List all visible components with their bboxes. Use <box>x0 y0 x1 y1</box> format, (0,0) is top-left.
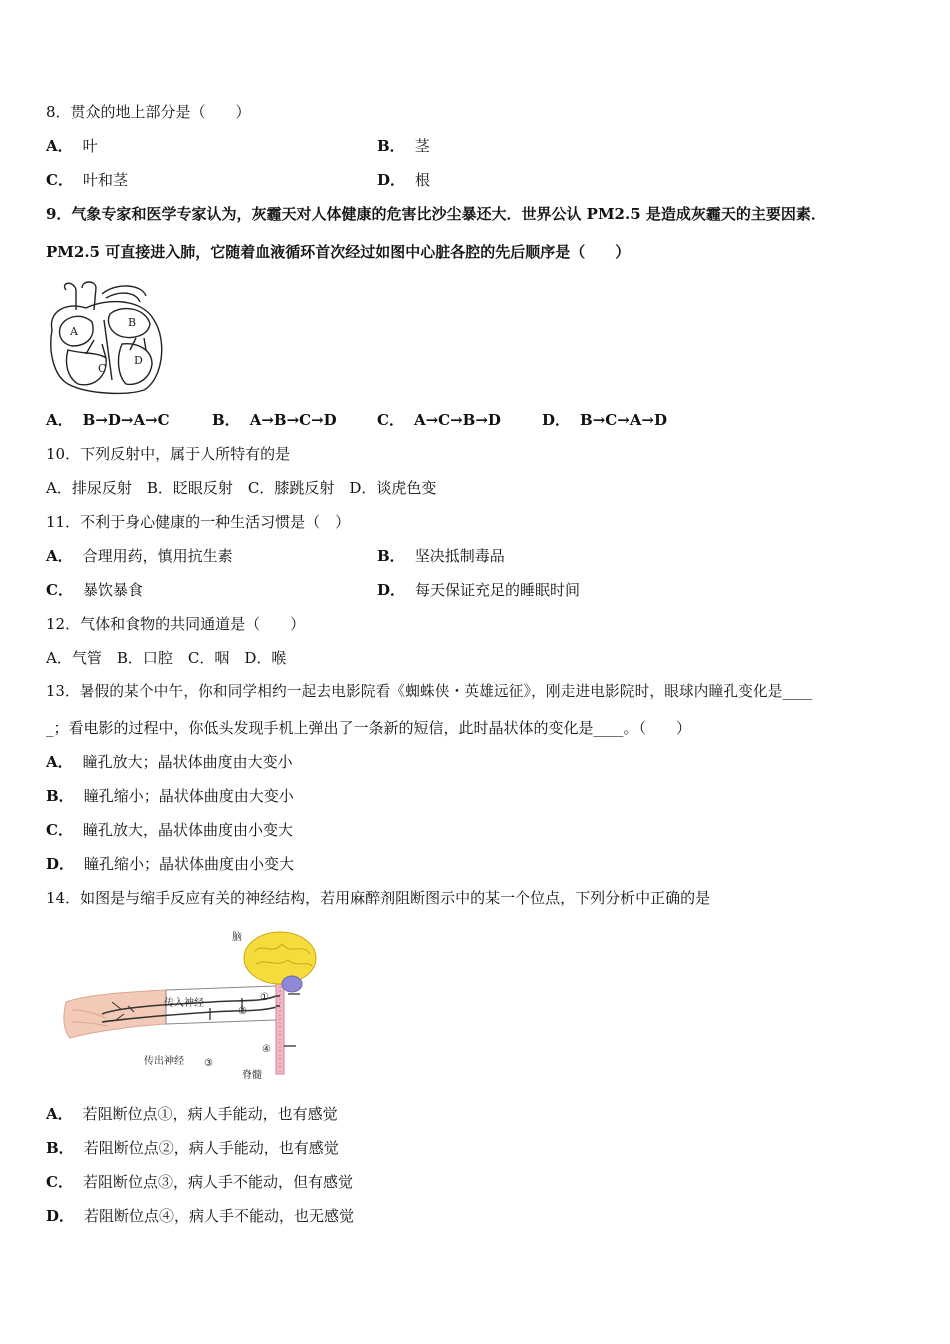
option-label: A． <box>46 411 73 429</box>
q14-option-b <box>46 1138 339 1158</box>
label-afferent: 传入神经 <box>164 998 204 1009</box>
q13-option-d <box>46 854 294 874</box>
q8-option-d <box>377 170 430 190</box>
option-text: 若阻断位点③，病人手不能动，但有感觉 <box>82 1173 353 1191</box>
option-text: A→C→B→D <box>413 411 501 429</box>
option-text: 瞳孔放大，晶状体曲度由小变大 <box>82 821 293 839</box>
option-label: A． <box>46 547 73 565</box>
option-text: 合理用药，慎用抗生素 <box>82 547 233 565</box>
q11-option-d <box>377 580 580 600</box>
option-label: B． <box>46 1139 74 1157</box>
option-text: 茎 <box>414 137 430 155</box>
option-text: B→C→A→D <box>580 411 667 429</box>
q13-stem-line2: _；看电影的过程中，你低头发现手机上弹出了一条新的短信，此时晶状体的变化是____。（ ） <box>46 719 692 737</box>
option-label: A． <box>46 753 73 771</box>
heart-diagram <box>46 280 172 396</box>
q10-options: A．排尿反射 B．眨眼反射 C．膝跳反射 D．谈虎色变 <box>46 479 437 497</box>
option-label: C． <box>46 171 73 189</box>
label-spinal: 脊髓 <box>242 1070 262 1081</box>
q8-option-a <box>46 136 98 156</box>
option-label: A． <box>46 1105 73 1123</box>
option-label: C． <box>46 581 73 599</box>
q10-stem: 10．下列反射中，属于人所特有的是 <box>46 445 291 463</box>
q11-option-a <box>46 546 233 566</box>
option-label: A． <box>46 137 73 155</box>
q9-stem-line1: 9．气象专家和医学专家认为，灰霾天对人体健康的危害比沙尘暴还大．世界公认 PM2.5 是造成灰霾天的主要因素． <box>46 205 826 223</box>
option-text: 坚决抵制毒品 <box>414 547 505 565</box>
option-label: D． <box>542 411 571 429</box>
option-text: 瞳孔缩小；晶状体曲度由小变大 <box>84 855 295 873</box>
q9-stem-line2: PM2.5 可直接进入肺，它随着血液循环首次经过如图中心脏各腔的先后顺序是（ ） <box>46 243 631 261</box>
label-brain: 脑 <box>232 932 242 943</box>
option-text: 瞳孔缩小；晶状体曲度由大变小 <box>83 787 294 805</box>
option-text: 瞳孔放大；晶状体曲度由大变小 <box>82 753 293 771</box>
q14-stem: 14．如图是与缩手反应有关的神经结构，若用麻醉剂阻断图示中的某一个位点，下列分析中正确的是 <box>46 889 711 907</box>
q13-option-a <box>46 752 293 772</box>
q11-stem: 11．不利于身心健康的一种生活习惯是（ ） <box>46 513 351 531</box>
option-text: 叶 <box>82 137 98 155</box>
option-label: C． <box>46 1173 73 1191</box>
option-label: D． <box>377 171 406 189</box>
option-text: 根 <box>415 171 431 189</box>
q8-stem: 8．贯众的地上部分是（ ） <box>46 103 251 121</box>
heart-label-b: B <box>128 316 137 329</box>
option-label: B． <box>377 137 405 155</box>
option-label: D． <box>46 1207 75 1225</box>
q11-option-c <box>46 580 143 600</box>
q13-option-c <box>46 820 293 840</box>
option-text: A→B→C→D <box>249 411 337 429</box>
option-label: B． <box>212 411 240 429</box>
label-point-1: ① <box>260 992 269 1003</box>
q12-options: A．气管 B．口腔 C．咽 D．喉 <box>46 649 287 667</box>
q14-option-c <box>46 1172 353 1192</box>
q8-option-c <box>46 170 128 190</box>
q14-option-d <box>46 1206 354 1226</box>
heart-label-d: D <box>134 354 143 367</box>
option-label: B． <box>377 547 405 565</box>
option-text: 若阻断位点④，病人手不能动，也无感觉 <box>84 1207 355 1225</box>
heart-label-c: C <box>98 362 107 375</box>
option-text: 若阻断位点②，病人手能动，也有感觉 <box>83 1139 339 1157</box>
option-text: 每天保证充足的睡眠时间 <box>415 581 581 599</box>
reflex-arc-diagram <box>62 922 324 1082</box>
label-point-4: ④ <box>262 1044 271 1055</box>
option-text: 若阻断位点①，病人手能动，也有感觉 <box>82 1105 338 1123</box>
q13-option-b <box>46 786 294 806</box>
q12-stem: 12．气体和食物的共同通道是（ ） <box>46 615 306 633</box>
q9-option-c <box>377 410 501 430</box>
label-point-2: ② <box>238 1006 247 1017</box>
q9-option-d <box>542 410 667 430</box>
option-text: B→D→A→C <box>82 411 170 429</box>
label-point-3: ③ <box>204 1058 213 1069</box>
q8-option-b <box>377 136 430 156</box>
label-efferent: 传出神经 <box>144 1056 184 1067</box>
q9-option-b <box>212 410 337 430</box>
option-label: D． <box>46 855 75 873</box>
q9-option-a <box>46 410 170 430</box>
option-text: 叶和茎 <box>82 171 128 189</box>
option-label: C． <box>46 821 73 839</box>
heart-label-a: A <box>70 325 78 338</box>
option-label: C． <box>377 411 404 429</box>
q11-option-b <box>377 546 505 566</box>
option-label: D． <box>377 581 406 599</box>
q13-stem-line1: 13．暑假的某个中午，你和同学相约一起去电影院看《蜘蛛侠・英雄远征》，刚走进电影院时，眼球内瞳孔变化是____ <box>46 683 813 700</box>
option-text: 暴饮暴食 <box>82 581 143 599</box>
option-label: B． <box>46 787 74 805</box>
q14-option-a <box>46 1104 338 1124</box>
